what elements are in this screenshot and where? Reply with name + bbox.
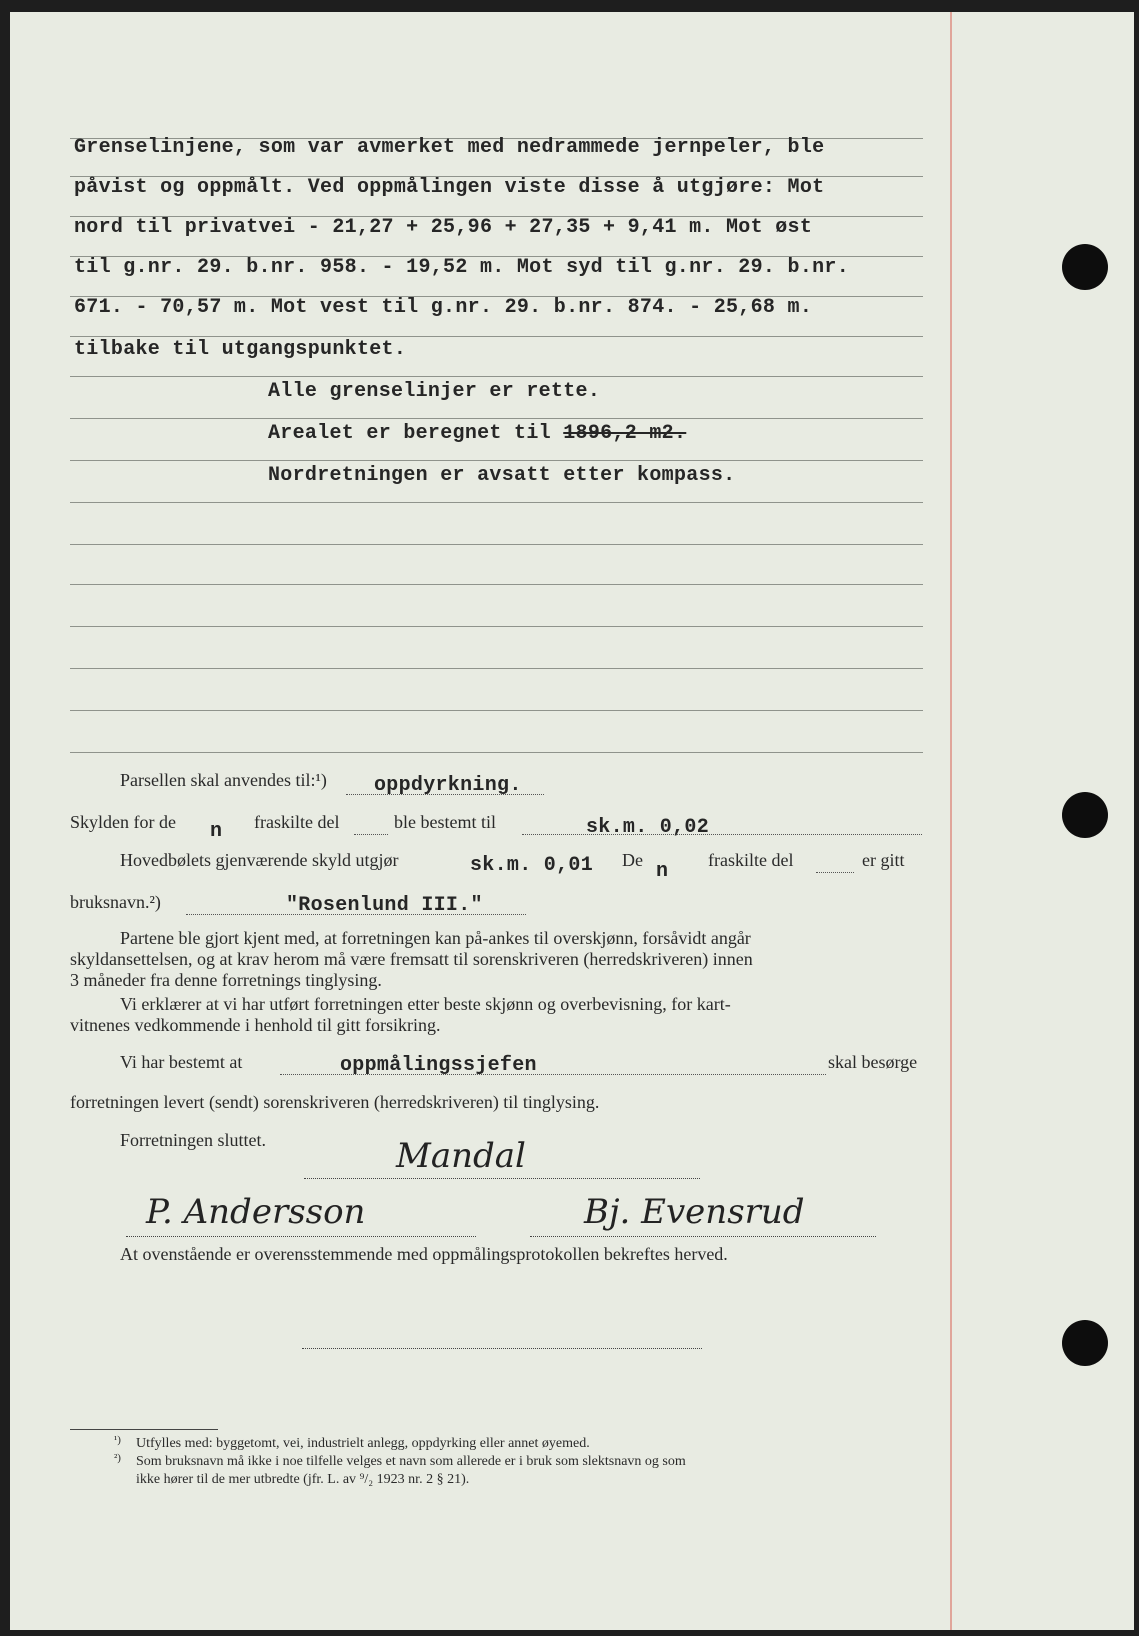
signature-andersson: P. Andersson xyxy=(146,1192,366,1232)
bruksnavn-label: bruksnavn.²) xyxy=(70,892,161,912)
ruled-line xyxy=(70,544,923,545)
ruled-line xyxy=(70,376,923,377)
declaration-line: Vi erklærer at vi har utført forretningen etter beste skjønn og overbevisning, for kart- xyxy=(120,994,731,1014)
skyld-n: n xyxy=(210,820,223,843)
ruled-line xyxy=(70,418,923,419)
survey-line: Alle grenselinjer er rette. xyxy=(268,380,601,403)
ruled-line xyxy=(70,710,923,711)
skyld-label: Skylden for de xyxy=(70,812,176,832)
parcel-value: oppdyrkning. xyxy=(374,774,522,797)
survey-line: 671. - 70,57 m. Mot vest til g.nr. 29. b.nr. 874. - 25,68 m. xyxy=(74,296,813,319)
ruled-line xyxy=(70,668,923,669)
survey-line: til g.nr. 29. b.nr. 958. - 19,52 m. Mot syd til g.nr. 29. b.nr. xyxy=(74,256,850,279)
signature-mandal: Mandal xyxy=(396,1136,526,1176)
skyld-label-c: ble bestemt til xyxy=(394,812,496,832)
footnote-rule xyxy=(70,1429,218,1430)
document-page xyxy=(10,12,1134,1630)
notice-line: skyldansettelsen, og at krav herom må være fremsatt til sorenskriveren (herredskriveren) innen xyxy=(70,949,753,969)
notice-line: Partene ble gjort kjent med, at forretningen kan på-ankes til overskjønn, forsåvidt angår xyxy=(120,928,751,948)
fill-line xyxy=(816,872,854,873)
footnote-mark: ²) xyxy=(114,1452,121,1464)
margin-line xyxy=(950,12,952,1630)
confirmation-signature-line xyxy=(302,1348,702,1349)
signature-line xyxy=(126,1236,476,1237)
footnote-2-cont: ikke hører til de mer utbredte (jfr. L. av ⁹/₂ 1923 nr. 2 § 21). xyxy=(136,1472,470,1487)
hoved-fraskilte: fraskilte del xyxy=(708,850,794,870)
footnote-mark: ¹) xyxy=(114,1434,121,1446)
bestemt-value: oppmålingssjefen xyxy=(340,1054,537,1077)
bekreftes-line: At ovenstående er overensstemmende med oppmålingsprotokollen bekreftes herved. xyxy=(120,1244,728,1264)
punch-hole xyxy=(1062,792,1108,838)
area-label: Arealet er beregnet til xyxy=(268,422,564,445)
ruled-line xyxy=(70,752,923,753)
survey-line: tilbake til utgangspunktet. xyxy=(74,338,407,361)
survey-line: Nordretningen er avsatt etter kompass. xyxy=(268,464,736,487)
parcel-label: Parsellen skal anvendes til:¹) xyxy=(120,770,327,790)
survey-line: Grenselinjene, som var avmerket med nedrammede jernpeler, ble xyxy=(74,136,825,159)
notice-line: 3 måneder fra denne forretnings tinglysing. xyxy=(70,970,382,990)
footnote-2: Som bruksnavn må ikke i noe tilfelle velges et navn som allerede er i bruk som slektsnavn og som xyxy=(136,1454,686,1469)
declaration-line: vitnenes vedkommende i henhold til gitt forsikring. xyxy=(70,1015,441,1035)
hoved-n: n xyxy=(656,860,669,883)
levert-line: forretningen levert (sendt) sorenskriveren (herredskriveren) til tinglysing. xyxy=(70,1092,600,1112)
hoved-value: sk.m. 0,01 xyxy=(470,854,594,877)
bruksnavn-value: "Rosenlund III." xyxy=(286,894,483,917)
skyld-label-b: fraskilte del xyxy=(254,812,340,832)
footnote-1: Utfylles med: byggetomt, vei, industrielt anlegg, oppdyrking eller annet øyemed. xyxy=(136,1436,590,1451)
sluttet-line: Forretningen sluttet. xyxy=(120,1130,266,1150)
signature-evensrud: Bj. Evensrud xyxy=(584,1192,805,1232)
hoved-de: De xyxy=(622,850,643,870)
fill-line xyxy=(522,834,922,835)
area-statement xyxy=(268,422,686,445)
fill-line xyxy=(354,834,388,835)
signature-line xyxy=(530,1236,876,1237)
ruled-line xyxy=(70,460,923,461)
hoved-gitt: er gitt xyxy=(862,850,905,870)
signature-line xyxy=(304,1178,700,1179)
bestemt-suffix: skal besørge xyxy=(828,1052,918,1072)
skyld-value: sk.m. 0,02 xyxy=(586,816,710,839)
survey-line: nord til privatvei - 21,27 + 25,96 + 27,35 + 9,41 m. Mot øst xyxy=(74,216,813,239)
ruled-line xyxy=(70,626,923,627)
punch-hole xyxy=(1062,1320,1108,1366)
ruled-line xyxy=(70,584,923,585)
area-value: 1896,2 m2. xyxy=(563,422,687,445)
bestemt-label: Vi har bestemt at xyxy=(120,1052,243,1072)
survey-line: påvist og oppmålt. Ved oppmålingen viste disse å utgjøre: Mot xyxy=(74,176,825,199)
ruled-line xyxy=(70,336,923,337)
ruled-line xyxy=(70,502,923,503)
hoved-label: Hovedbølets gjenværende skyld utgjør xyxy=(120,850,399,870)
punch-hole xyxy=(1062,244,1108,290)
